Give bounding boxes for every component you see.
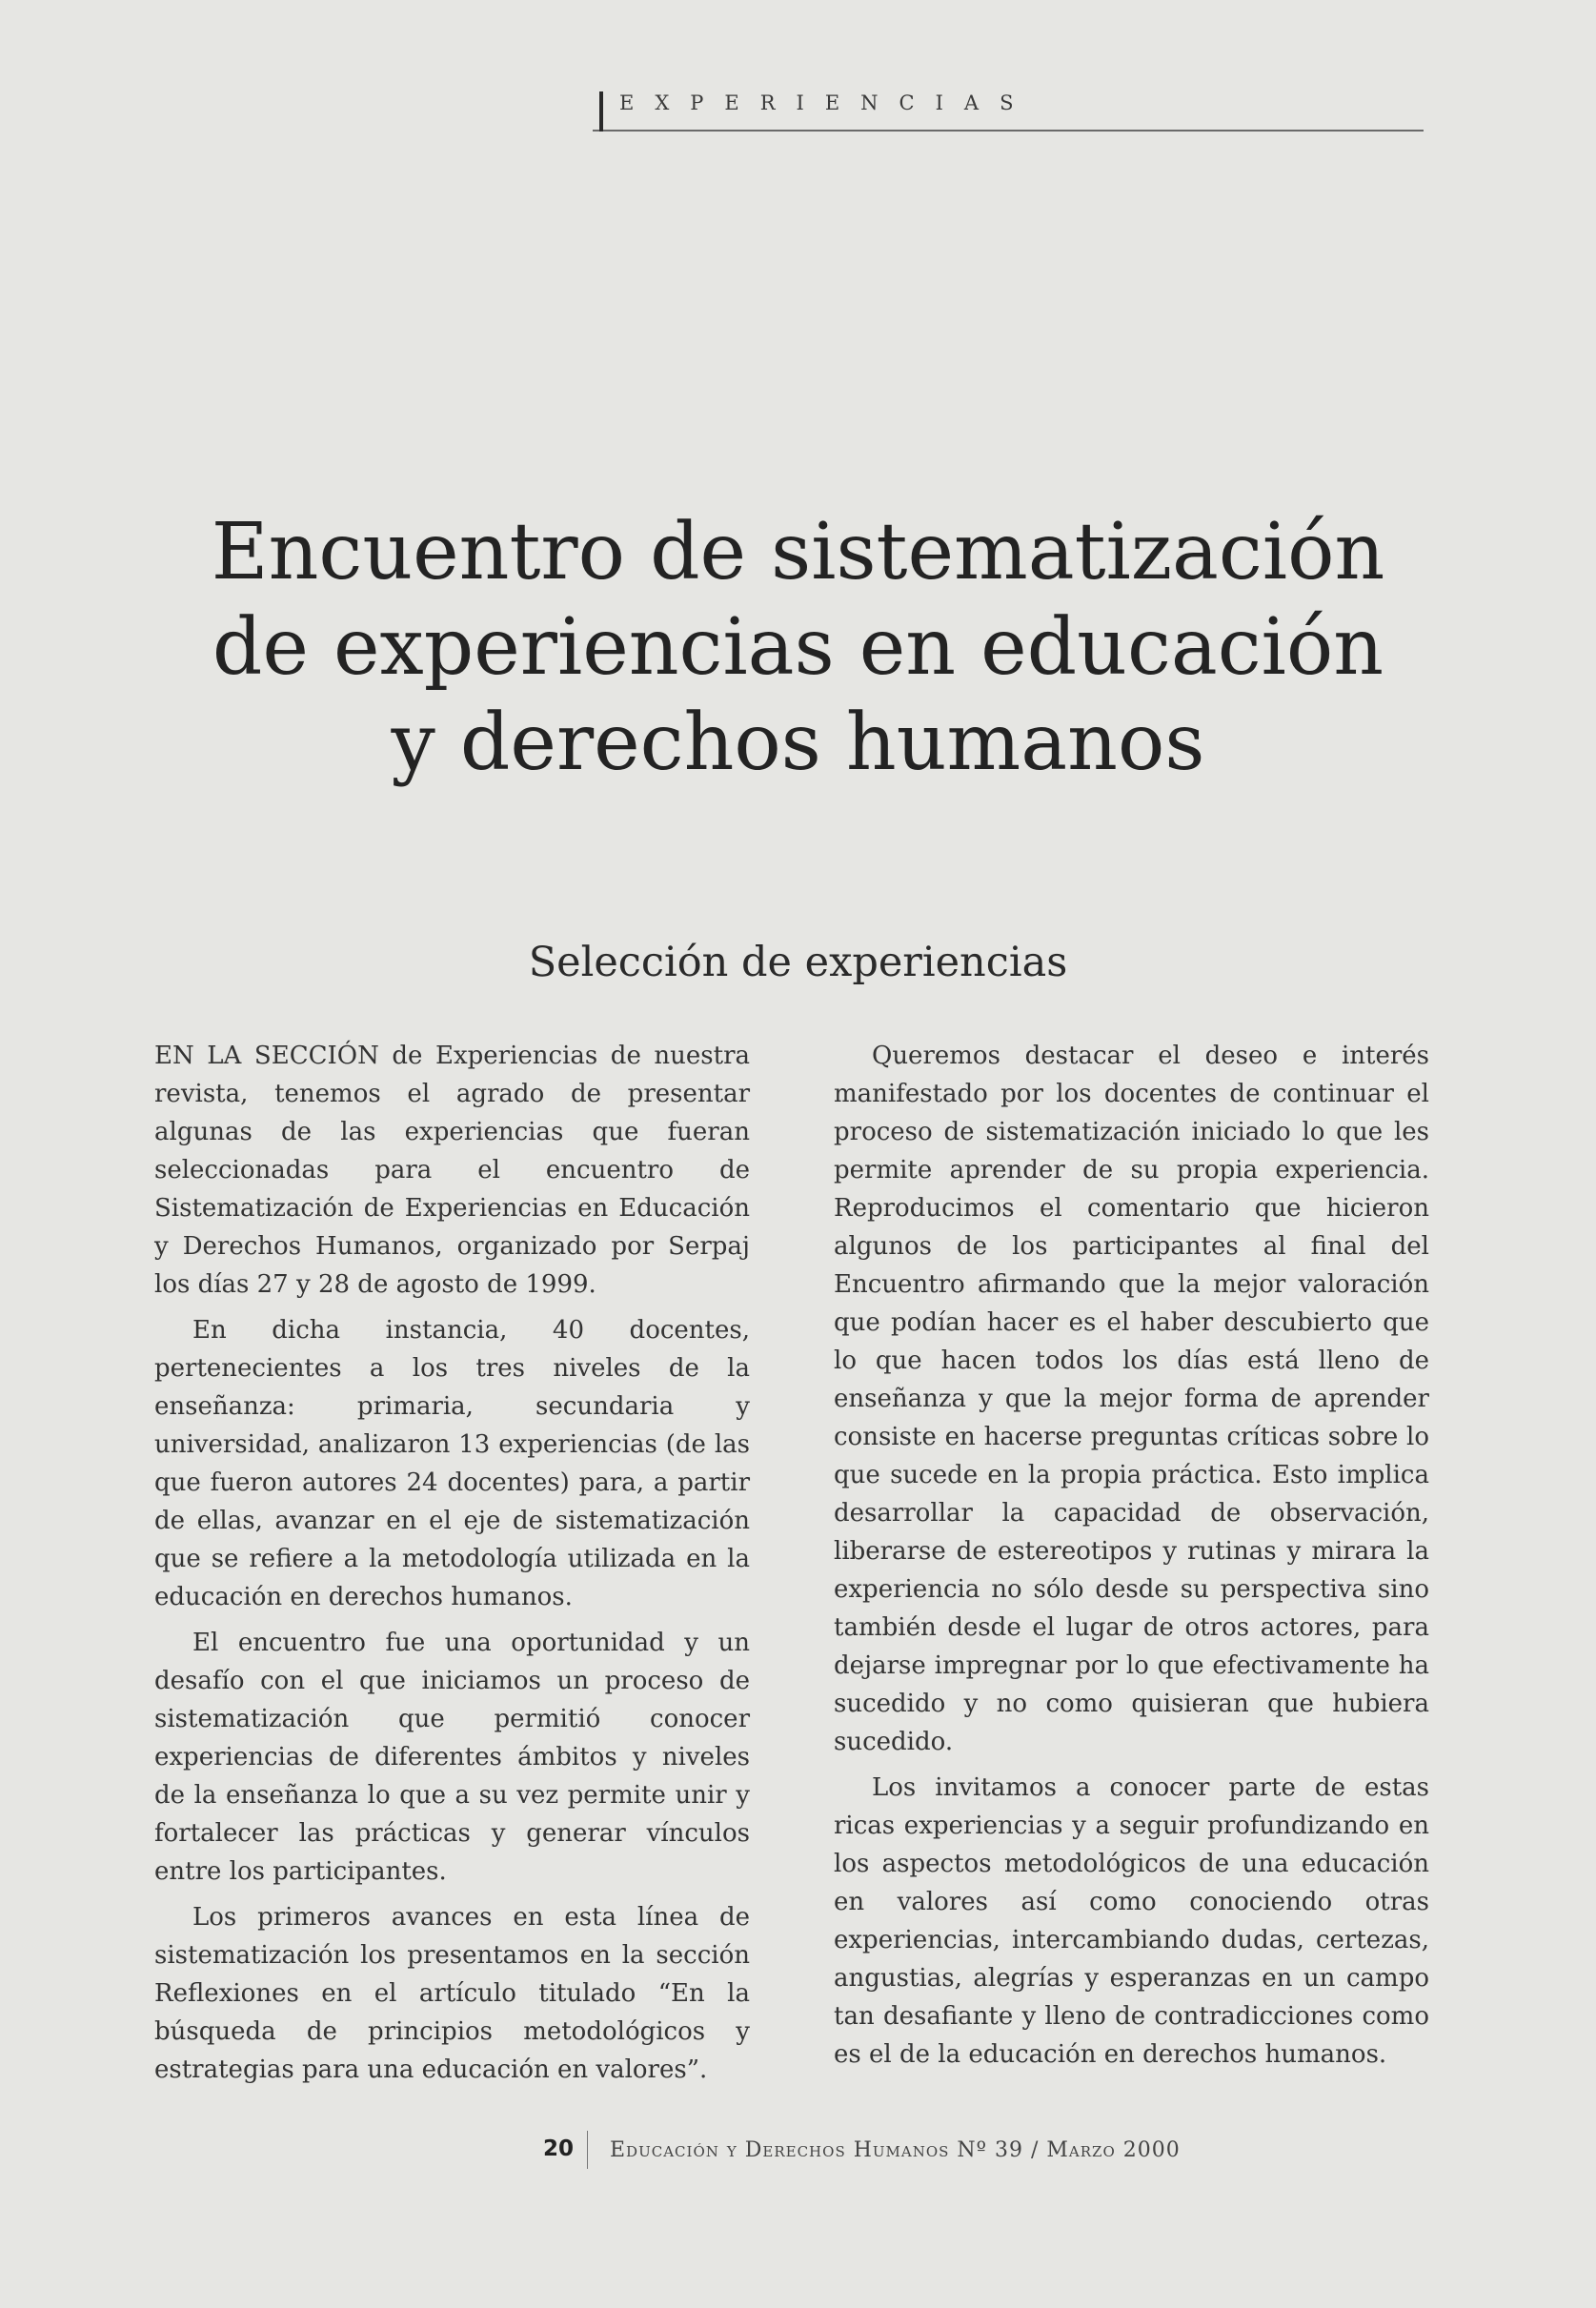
paragraph: EN LA SECCIÓN de Experiencias de nuestra revista, tenemos el agrado de presentar algunas de las experiencias que fueran seleccionadas para el encuentro de Sistematización de Experiencias en Educación y Derechos Humanos, organizado por Serpaj los días 27 y 28 de agosto de 1999. xyxy=(154,1042,750,1299)
article-subtitle: Selección de experiencias xyxy=(528,939,1068,986)
page-number: 20 xyxy=(543,2136,575,2161)
paragraph: El encuentro fue una oportunidad y un desafío con el que iniciamos un proceso de sistematización que permitió conocer experiencias de diferentes ámbitos y niveles de la enseñanza lo que a su vez permite unir y fortalecer las prácticas y generar vínculos entre los participantes. xyxy=(154,1629,750,1886)
paragraph: Los invitamos a conocer parte de estas ricas experiencias y a seguir profundizando en los aspectos metodológicos de una educación en valores así como conociendo otras experiencias, intercambiando dudas, certezas, angustias, alegrías y esperanzas en un campo tan desafiante y lleno de contradicciones como es el de la educación en derechos humanos. xyxy=(834,1773,1429,2069)
section-label: EXPERIENCIAS xyxy=(619,91,1035,114)
right-column xyxy=(834,1037,1429,2081)
article-title: Encuentro de sistematización de experiencias en educación y derechos humanos xyxy=(211,507,1385,788)
paragraph: Los primeros avances en esta línea de sistematización los presentamos en la sección Reflexiones en el artículo titulado “En la búsqueda de principios metodológicos y estrategias para una educación en valores”. xyxy=(154,1903,750,2084)
paragraph: En dicha instancia, 40 docentes, pertenecientes a los tres niveles de la enseñanza: primaria, secundaria y universidad, analizaron 13 experiencias (de las que fueron autores 24 docentes) para, a partir de ellas, avanzar en el eje de sistematización que se refiere a la metodología utilizada en la educación en derechos humanos. xyxy=(154,1316,750,1611)
section-header xyxy=(593,88,1424,132)
left-column xyxy=(154,1037,750,2096)
paragraph: Queremos destacar el deseo e interés manifestado por los docentes de continuar el proceso de sistematización iniciado lo que les permite aprender de su propia experiencia. Reproducimos el comentario que hicieron algunos de los participantes al final del Encuentro afirmando que la mejor valoración que podían hacer es el haber descubierto que lo que hacen todos los días está lleno de enseñanza y que la mejor forma de aprender consiste en hacerse preguntas críticas sobre lo que sucede en la propia práctica. Esto implica desarrollar la capacidad de observación, liberarse de estereotipos y rutinas y mirara la experiencia no sólo desde su perspectiva sino también desde el lugar de otros actores, para dejarse impregnar por lo que efectivamente ha sucedido y no como quisieran que hubiera sucedido. xyxy=(834,1042,1429,1756)
section-header-bar xyxy=(599,91,603,132)
page-footer xyxy=(534,2131,1201,2169)
footer-divider xyxy=(587,2131,588,2169)
publication-info: Educación y Derechos Humanos Nº 39 / Marzo 2000 xyxy=(610,2138,1181,2162)
